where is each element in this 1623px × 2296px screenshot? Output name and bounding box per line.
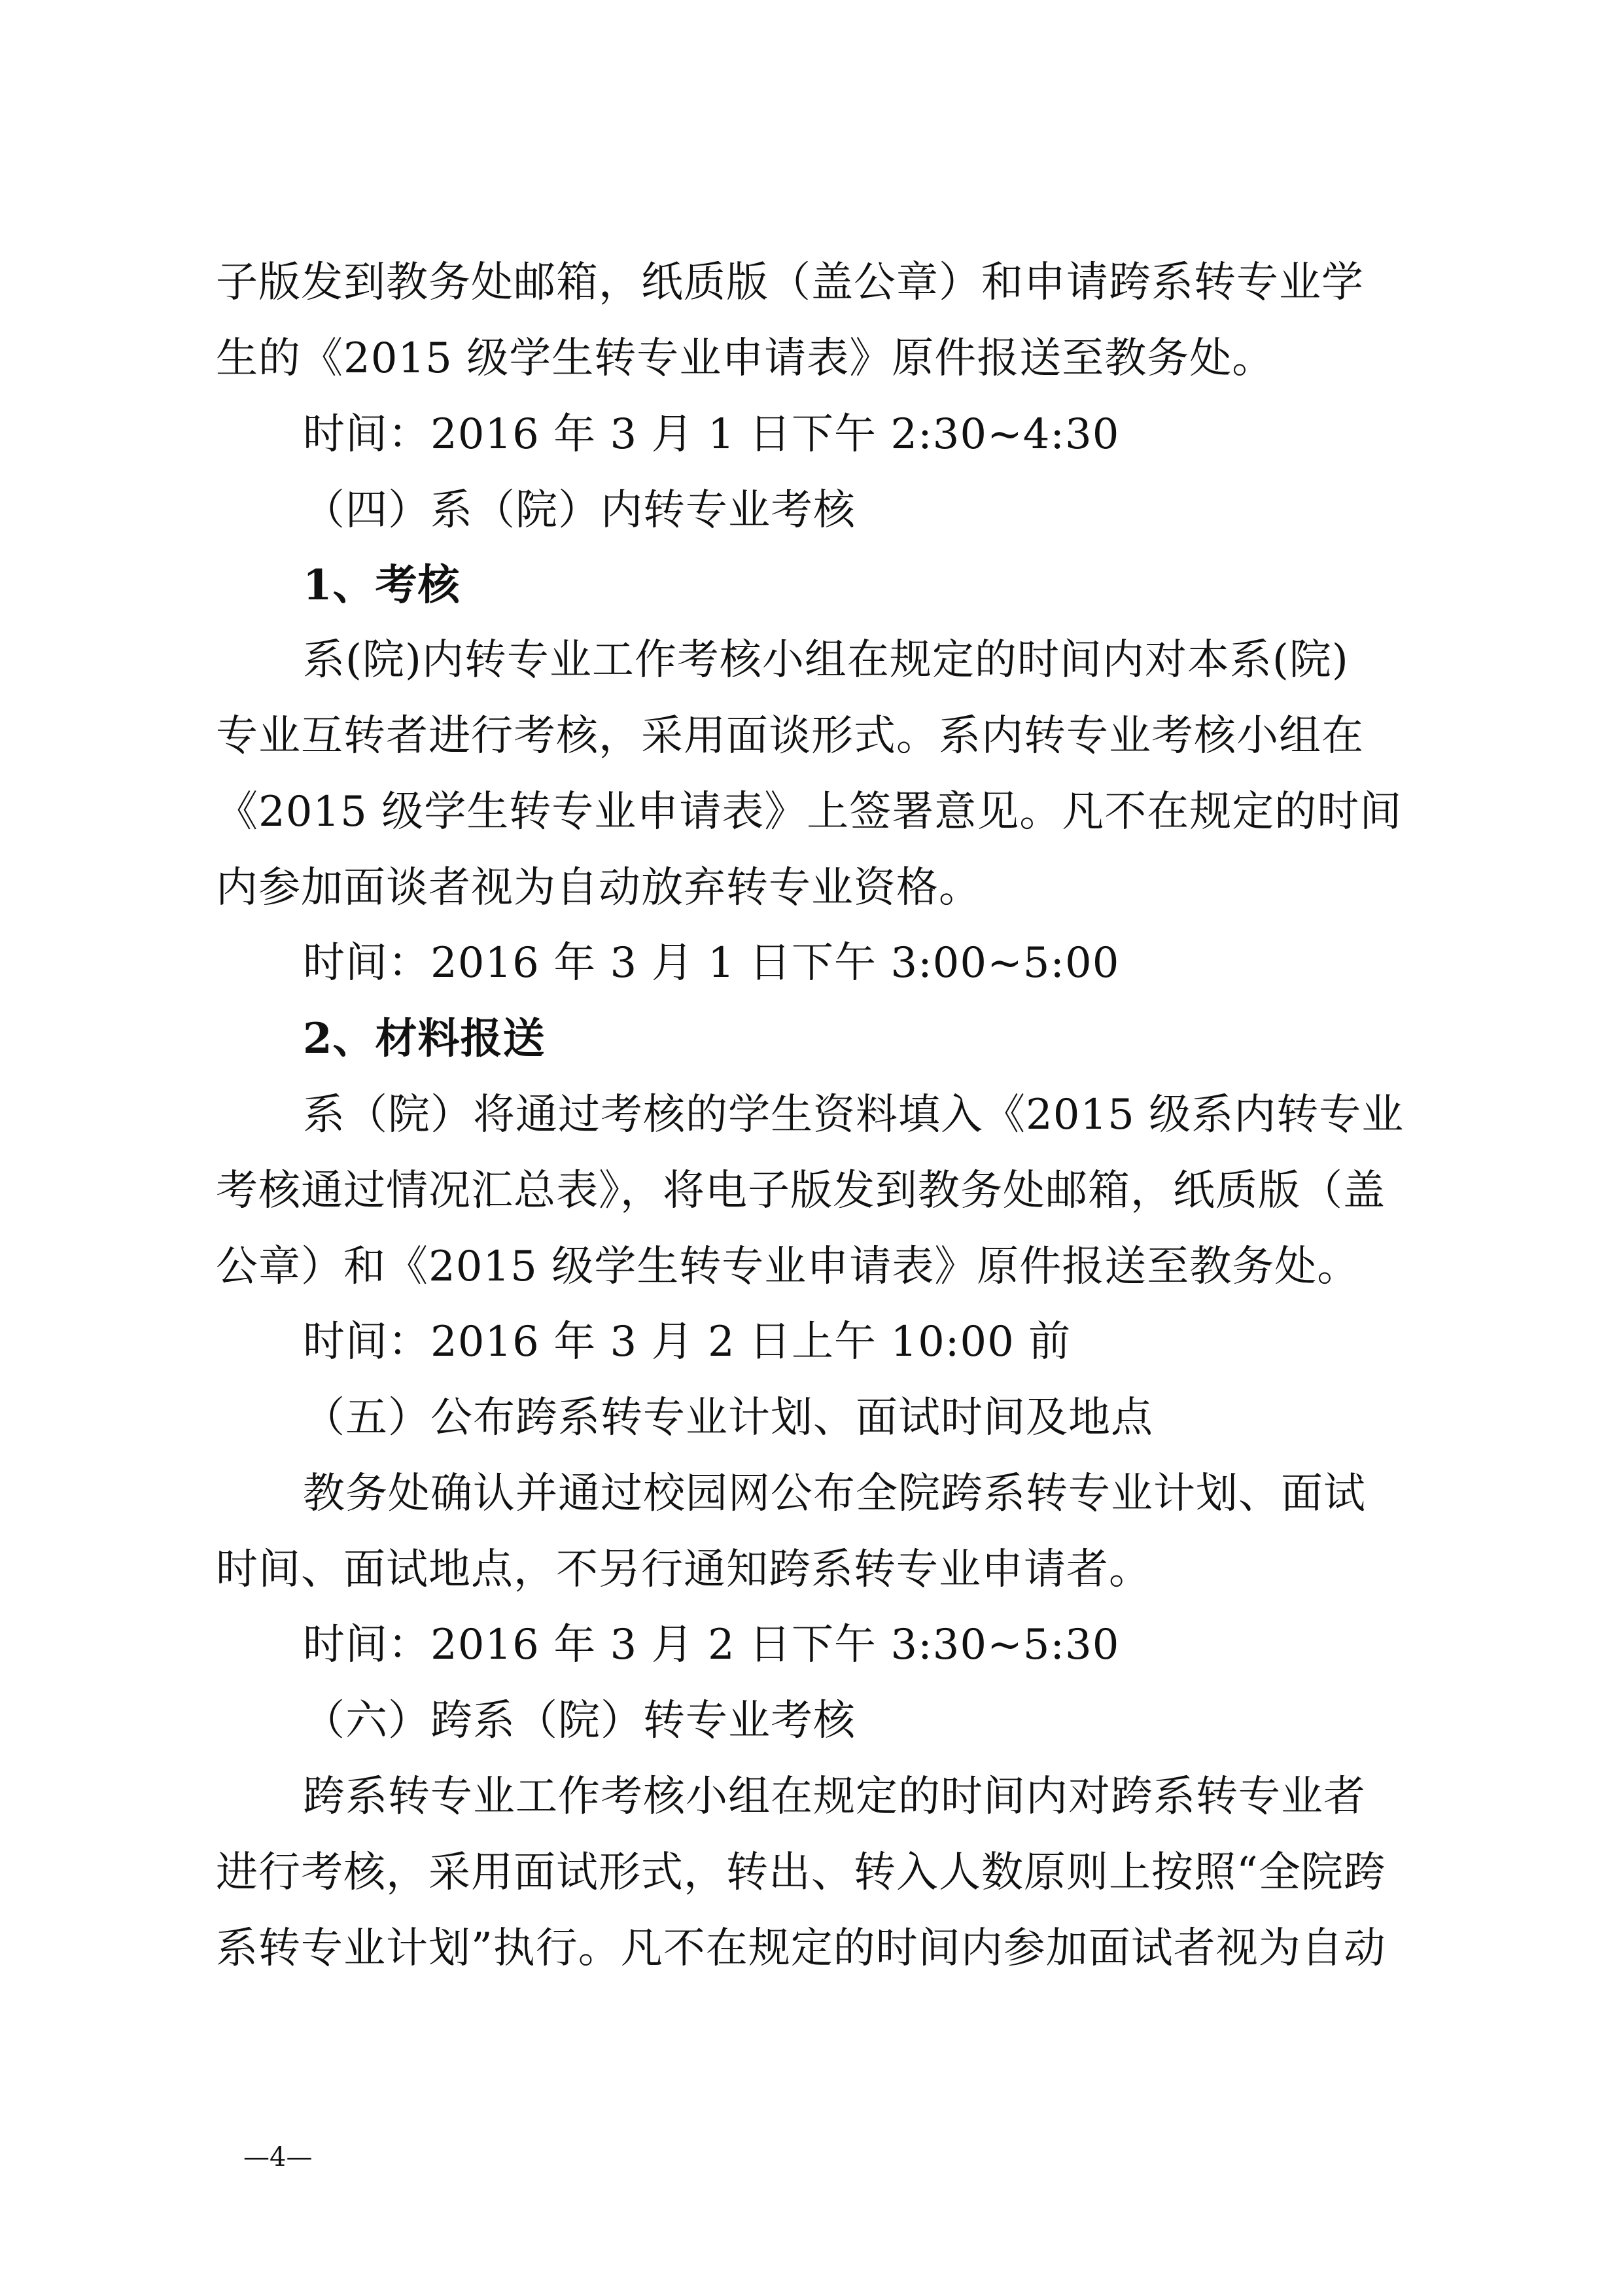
paragraph-text-line: 教务处确认并通过校园网公布全院跨系转专业计划、面试 [303,1470,1366,1518]
section-heading: （五）公布跨系转专业计划、面试时间及地点 [303,1394,1153,1442]
paragraph-text-line: 生的《2015 级学生转专业申请表》原件报送至教务处。 [216,334,1275,383]
paragraph-text-line: 时间、面试地点，不另行通知跨系转专业申请者。 [216,1545,1151,1594]
paragraph-text-line: 跨系转专业工作考核小组在规定的时间内对跨系转专业者 [303,1773,1366,1821]
paragraph-text-line: 《2015 级学生转专业申请表》上签署意见。凡不在规定的时间 [216,788,1403,836]
paragraph-text-line: 子版发到教务处邮箱，纸质版（盖公章）和申请跨系转专业学 [216,258,1364,307]
section-heading: （四）系（院）内转专业考核 [303,486,856,535]
page-number: —4— [243,2142,313,2172]
time-line: 时间：2016 年 3 月 1 日下午 3:00~5:00 [303,939,1120,987]
paragraph-text-line: 公章）和《2015 级学生转专业申请表》原件报送至教务处。 [216,1243,1360,1291]
subheading: 2、材料报送 [303,1014,546,1063]
time-line: 时间：2016 年 3 月 2 日下午 3:30~5:30 [303,1621,1120,1669]
paragraph-text-line: 进行考核，采用面试形式，转出、转入人数原则上按照“全院跨 [216,1848,1386,1897]
paragraph-text-line: 专业互转者进行考核，采用面谈形式。系内转专业考核小组在 [216,712,1364,760]
paragraph-text-line: 系转专业计划”执行。凡不在规定的时间内参加面试者视为自动 [216,1924,1386,1973]
section-heading: （六）跨系（院）转专业考核 [303,1697,856,1745]
time-line: 时间：2016 年 3 月 1 日下午 2:30~4:30 [303,410,1120,459]
paragraph-text-line: 系(院)内转专业工作考核小组在规定的时间内对本系(院) [303,636,1349,684]
paragraph-text-line: 系（院）将通过考核的学生资料填入《2015 级系内转专业 [303,1091,1405,1139]
paragraph-text-line: 内参加面谈者视为自动放弃转专业资格。 [216,864,981,912]
time-line: 时间：2016 年 3 月 2 日上午 10:00 前 [303,1318,1072,1366]
paragraph-text-line: 考核通过情况汇总表》，将电子版发到教务处邮箱，纸质版（盖 [216,1167,1386,1215]
subheading: 1、考核 [303,561,461,610]
